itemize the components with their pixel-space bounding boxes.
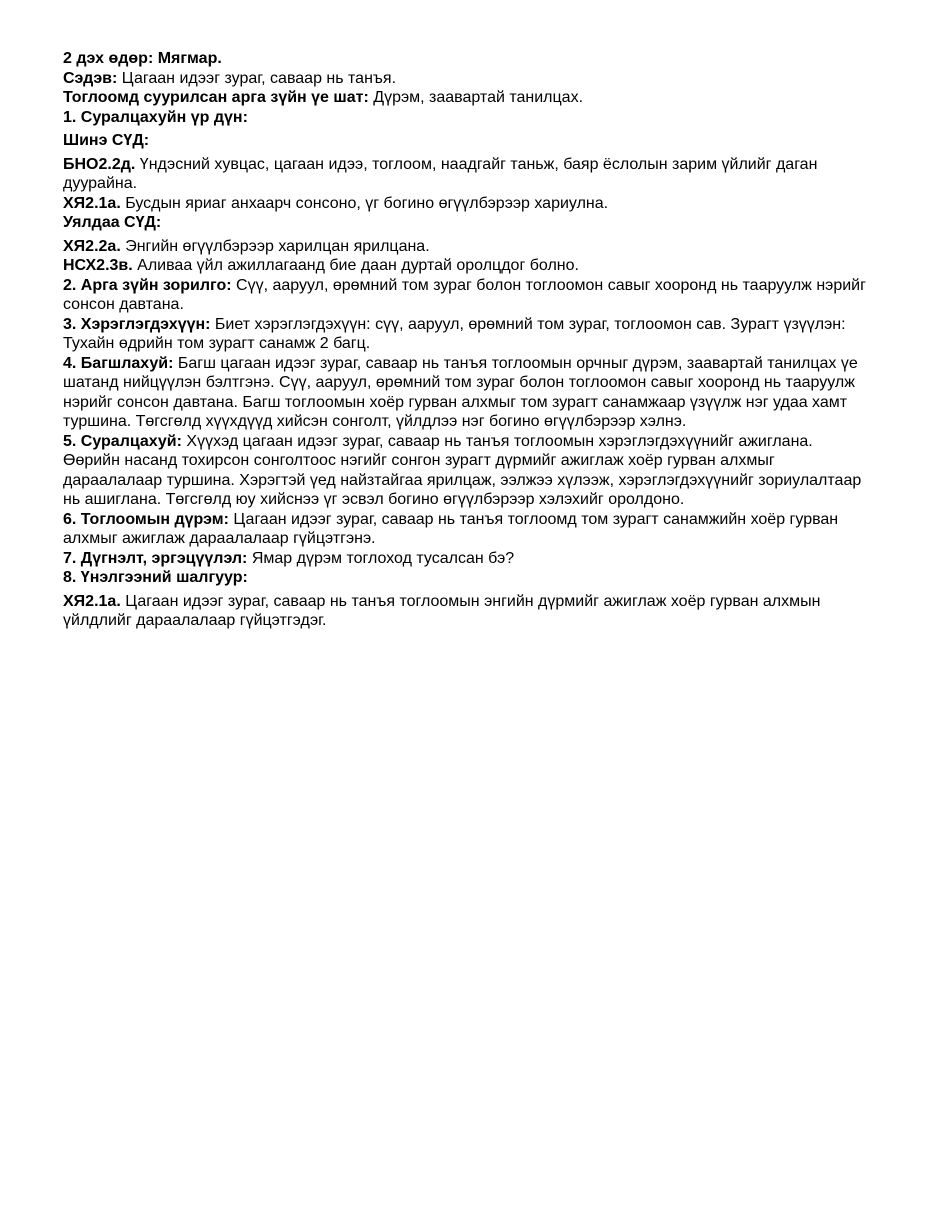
outcome-khya-21a xyxy=(63,194,873,214)
outcome-khya-22a-code: ХЯ2.2а. xyxy=(63,237,121,255)
method-stage-label: Тоглоомд суурилсан арга зүйн үе шат: xyxy=(63,89,369,106)
game-rules-label: 6. Тоглоомын дүрэм: xyxy=(63,510,229,528)
materials xyxy=(63,315,873,354)
method-stage-text: Дүрэм, заавартай танилцах. xyxy=(368,89,584,106)
outcome-khya-22a xyxy=(63,237,873,257)
learning-outcome-heading xyxy=(63,108,873,128)
day-heading-label: 2 дэх өдөр: Мягмар. xyxy=(63,50,222,67)
reflection-label: 7. Дүгнэлт, эргэцүүлэл: xyxy=(63,549,248,567)
assessment-criterion-code: ХЯ2.1а. xyxy=(63,592,121,610)
topic-text: Цагаан идээг зураг, саваар нь танъя. xyxy=(117,69,397,87)
outcome-bno-code: БНО2.2д. xyxy=(63,155,136,173)
document-page xyxy=(63,49,873,631)
teaching xyxy=(63,354,873,432)
assessment-criterion xyxy=(63,592,873,631)
new-outcomes-label: Шинэ СҮД: xyxy=(63,132,150,149)
reflection-text: Ямар дүрэм тоглоход тусалсан бэ? xyxy=(247,549,515,567)
related-outcomes-label: Уялдаа СҮД: xyxy=(63,214,162,231)
outcome-nskh xyxy=(63,256,873,276)
teaching-label: 4. Багшлахуй: xyxy=(63,354,174,372)
teaching-text: Багш цагаан идээг зураг, саваар нь танъя тоглоомын орчныг дүрэм, заавартай танилцах үе шатанд нийцүүлэн бэлтгэнэ. Сүү, ааруул, өрөмний том зураг болон тоглоомон савыг хооронд нь тааруулж нэрийг сонсон давтана. Багш тоглоомын хоёр гурван алхмыг том зурагт санамжаар үзүүлж нэг удаа хамт туршина. Төгсгөлд хүүхдүүд хийсэн сонголт, үйлдлээ нэг богино өгүүлбэрээр хэлнэ. xyxy=(63,354,858,430)
learning-label: 5. Суралцахуй: xyxy=(63,432,182,450)
learning xyxy=(63,432,873,510)
related-outcomes-heading xyxy=(63,213,873,233)
outcome-bno xyxy=(63,155,873,194)
learning-outcome-label: 1. Суралцахуйн үр дүн: xyxy=(63,108,248,126)
new-outcomes-heading xyxy=(63,131,873,151)
assessment-criterion-text: Цагаан идээг зураг, саваар нь танъя тоглоомын энгийн дүрмийг ажиглаж хоёр гурван алхмын үйлдлийг дараалалаар гүйцэтгэдэг. xyxy=(63,592,821,629)
materials-label: 3. Хэрэглэгдэхүүн: xyxy=(63,315,211,333)
topic-line xyxy=(63,69,873,89)
method-goal xyxy=(63,276,873,315)
outcome-nskh-code: НСХ2.3в. xyxy=(63,257,133,274)
topic-label: Сэдэв: xyxy=(63,69,118,87)
learning-text: Хүүхэд цагаан идээг зураг, саваар нь танъя тоглоомын хэрэглэгдэхүүнийг ажиглана. Өөрийн насанд тохирсон сонголтоос нэгийг сонгон зурагт дүрмийг ажиглаж хоёр гурван алхмыг дараалалаар туршина. Хэрэгтэй үед найзтайгаа ярилцаж, ээлжээ хүлээж, хэрэглэгдэхүүнийг зориулалтаар нь ашиглана. Төгсгөлд юу хийснээ үг эсвэл богино өгүүлбэрээр хэлэхийг оролдоно. xyxy=(63,432,862,508)
outcome-khya-21a-code: ХЯ2.1а. xyxy=(63,194,121,212)
outcome-khya-22a-text: Энгийн өгүүлбэрээр харилцан ярилцана. xyxy=(120,237,430,255)
reflection xyxy=(63,549,873,569)
outcome-khya-21a-text: Бусдын яриаг анхаарч сонсоно, үг богино өгүүлбэрээр хариулна. xyxy=(120,194,609,212)
assessment-heading xyxy=(63,568,873,588)
outcome-nskh-text: Аливаа үйл ажиллагаанд бие даан дуртай оролцдог болно. xyxy=(132,257,579,274)
game-rules xyxy=(63,510,873,549)
method-goal-text: Сүү, ааруул, өрөмний том зураг болон тоглоомон савыг хооронд нь тааруулж нэрийг сонсон давтана. xyxy=(63,276,866,313)
game-rules-text: Цагаан идээг зураг, саваар нь танъя тоглоомд том зурагт санамжийн хоёр гурван алхмыг ажиглаж дараалалаар гүйцэтгэнэ. xyxy=(63,510,839,547)
method-goal-label: 2. Арга зүйн зорилго: xyxy=(63,276,232,294)
assessment-label: 8. Үнэлгээний шалгуур: xyxy=(63,569,248,586)
method-stage-line xyxy=(63,88,873,108)
outcome-bno-text: Үндэсний хувцас, цагаан идээ, тоглоом, наадгайг таньж, баяр ёслолын зарим үйлийг даган дуурайна. xyxy=(63,155,818,192)
materials-text: Биет хэрэглэгдэхүүн: сүү, ааруул, өрөмний том зураг, тоглоомон сав. Зурагт үзүүлэн: Тухайн өдрийн том зурагт санамж 2 багц. xyxy=(63,315,846,352)
day-heading xyxy=(63,49,873,69)
